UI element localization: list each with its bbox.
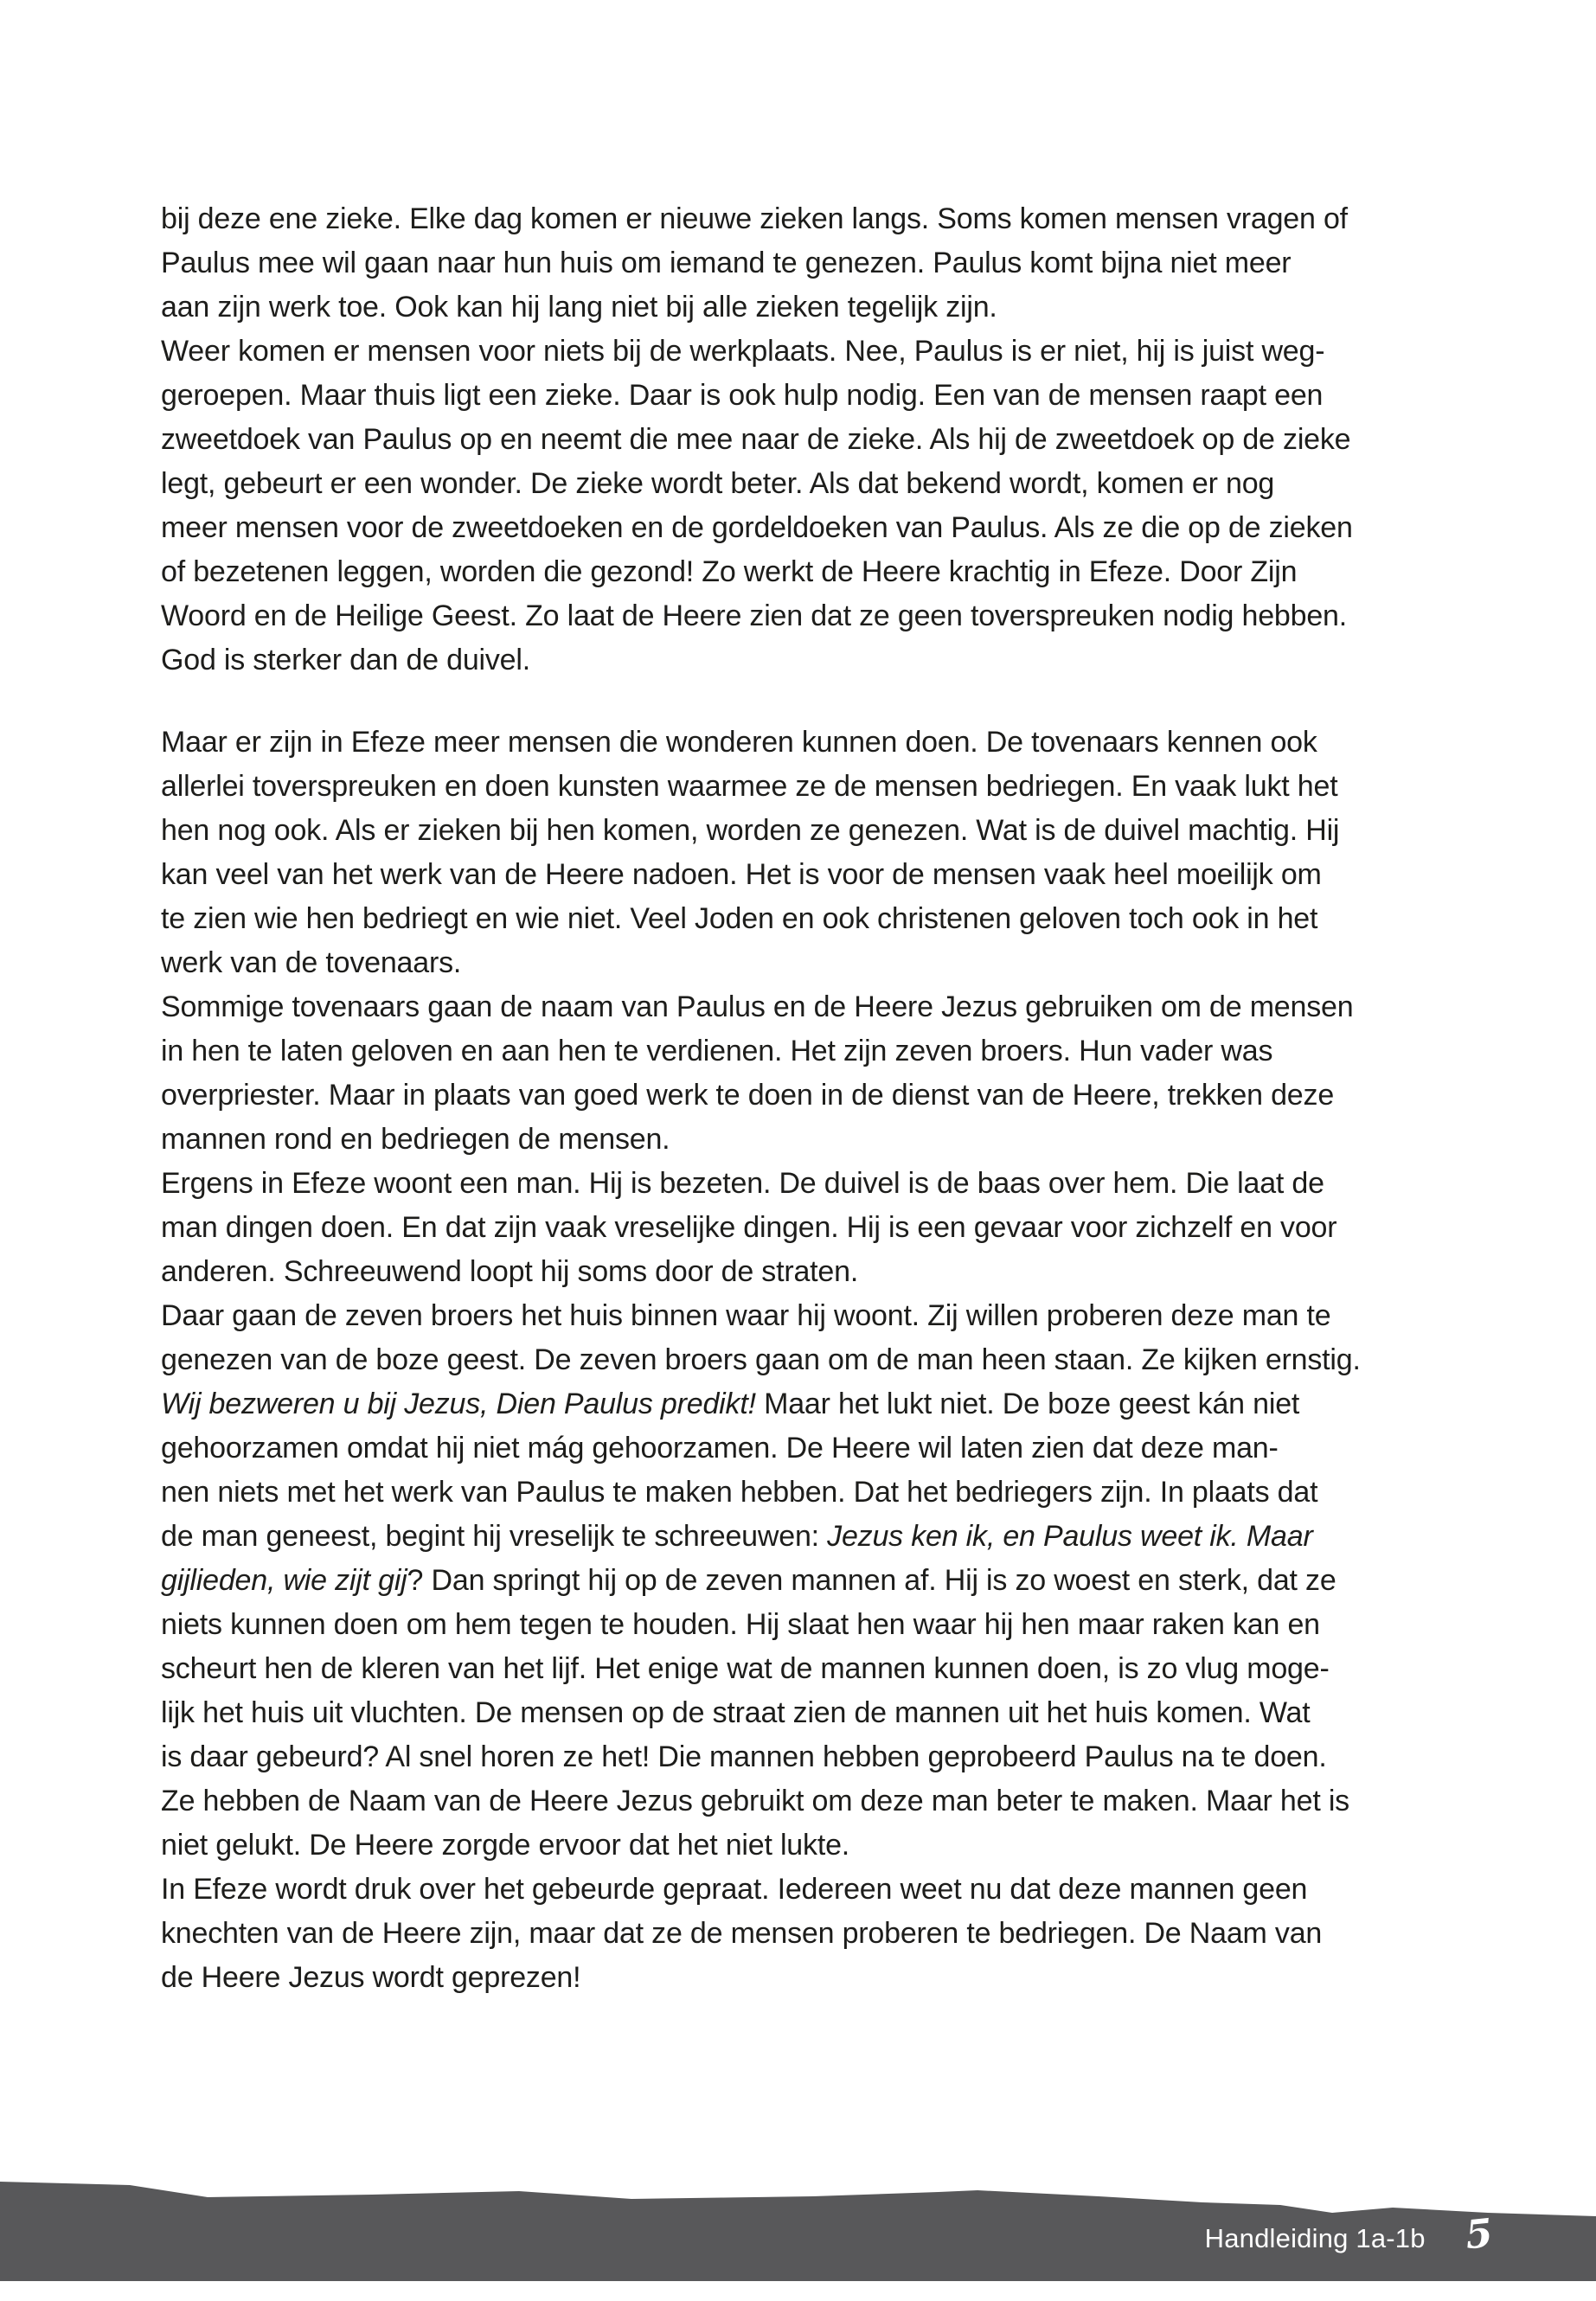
text-line: hen nog ook. Als er zieken bij hen komen, worden ze genezen. Wat is de duivel machtig. Hij: [161, 814, 1340, 847]
text-line: Sommige tovenaars gaan de naam van Paulus en de Heere Jezus gebruiken om de mensen: [161, 990, 1354, 1023]
text-line: Woord en de Heilige Geest. Zo laat de Heere zien dat ze geen toverspreuken nodig hebben.: [161, 599, 1348, 632]
text-line: Ergens in Efeze woont een man. Hij is bezeten. De duivel is de baas over hem. Die laat de: [161, 1167, 1324, 1200]
footer: [1204, 2209, 1495, 2259]
text-line: gehoorzamen omdat hij niet mág gehoorzamen. De Heere wil laten zien dat deze man-: [161, 1432, 1279, 1465]
text-line: anderen. Schreeuwend loopt hij soms door de straten.: [161, 1255, 859, 1288]
text-line: de man geneest, begint hij vreselijk te schreeuwen: Jezus ken ik, en Paulus weet ik. Maar: [161, 1520, 1313, 1553]
text-line: legt, gebeurt er een wonder. De zieke wordt beter. Als dat bekend wordt, komen er nog: [161, 467, 1275, 500]
text-line: niets kunnen doen om hem tegen te houden. Hij slaat hen waar hij hen maar raken kan en: [161, 1608, 1320, 1641]
paragraph-spacer: [161, 683, 1443, 721]
text-line: man dingen doen. En dat zijn vaak vreselijke dingen. Hij is een gevaar voor zichzelf en voor: [161, 1211, 1337, 1244]
text-line: Weer komen er mensen voor niets bij de werkplaats. Nee, Paulus is er niet, hij is juist weg-: [161, 335, 1325, 368]
text-line: zweetdoek van Paulus op en neemt die mee naar de zieke. Als hij de zweetdoek op de zieke: [161, 423, 1351, 456]
text-line: allerlei toverspreuken en doen kunsten waarmee ze de mensen bedriegen. En vaak lukt het: [161, 770, 1338, 803]
text-line: gijlieden, wie zijt gij? Dan springt hij op de zeven mannen af. Hij is zo woest en sterk, dat ze: [161, 1564, 1336, 1597]
text-line: knechten van de Heere zijn, maar dat ze de mensen proberen te bedriegen. De Naam van: [161, 1917, 1323, 1950]
text-line: In Efeze wordt druk over het gebeurde gepraat. Iedereen weet nu dat deze mannen geen: [161, 1873, 1308, 1906]
text-line: nen niets met het werk van Paulus te maken hebben. Dat het bedriegers zijn. In plaats dat: [161, 1476, 1318, 1509]
text-line: overpriester. Maar in plaats van goed werk te doen in de dienst van de Heere, trekken deze: [161, 1079, 1335, 1112]
text-column: [161, 197, 1443, 2000]
text-line: bij deze ene zieke. Elke dag komen er nieuwe zieken langs. Soms komen mensen vragen of: [161, 202, 1348, 235]
text-line: scheurt hen de kleren van het lijf. Het enige wat de mannen kunnen doen, is zo vlug moge-: [161, 1652, 1330, 1685]
text-line: de Heere Jezus wordt geprezen!: [161, 1961, 581, 1994]
text-line: te zien wie hen bedriegt en wie niet. Veel Joden en ook christenen geloven toch ook in het: [161, 902, 1318, 935]
text-line: Ze hebben de Naam van de Heere Jezus gebruikt om deze man beter te maken. Maar het is: [161, 1785, 1349, 1817]
text-line: Paulus mee wil gaan naar hun huis om iemand te genezen. Paulus komt bijna niet meer: [161, 247, 1292, 279]
text-line: is daar gebeurd? Al snel horen ze het! Die mannen hebben geprobeerd Paulus na te doen.: [161, 1740, 1327, 1773]
text-line: of bezetenen leggen, worden die gezond! Zo werkt de Heere krachtig in Efeze. Door Zijn: [161, 555, 1298, 588]
page-number: 5: [1463, 2209, 1495, 2259]
footer-label: Handleiding 1a-1b: [1204, 2223, 1426, 2253]
text-line: aan zijn werk toe. Ook kan hij lang niet bij alle zieken tegelijk zijn.: [161, 291, 997, 324]
text-line: in hen te laten geloven en aan hen te verdienen. Het zijn zeven broers. Hun vader was: [161, 1035, 1273, 1067]
text-line: niet gelukt. De Heere zorgde ervoor dat het niet lukte.: [161, 1829, 850, 1862]
text-line: geroepen. Maar thuis ligt een zieke. Daar is ook hulp nodig. Een van de mensen raapt een: [161, 379, 1324, 412]
text-line: werk van de tovenaars.: [161, 946, 462, 979]
text-line: God is sterker dan de duivel.: [161, 644, 530, 676]
text-line: meer mensen voor de zweetdoeken en de gordeldoeken van Paulus. Als ze die op de zieken: [161, 511, 1353, 544]
text-line: lijk het huis uit vluchten. De mensen op de straat zien de mannen uit het huis komen. Wat: [161, 1696, 1311, 1729]
text-line: kan veel van het werk van de Heere nadoen. Het is voor de mensen vaak heel moeilijk om: [161, 858, 1322, 891]
text-line: Wij bezweren u bij Jezus, Dien Paulus predikt! Maar het lukt niet. De boze geest kán niet: [161, 1388, 1300, 1420]
text-line: mannen rond en bedriegen de mensen.: [161, 1123, 670, 1156]
text-line: Daar gaan de zeven broers het huis binnen waar hij woont. Zij willen proberen deze man te: [161, 1299, 1331, 1332]
text-line: genezen van de boze geest. De zeven broers gaan om de man heen staan. Ze kijken ernstig.: [161, 1343, 1361, 1376]
text-line: Maar er zijn in Efeze meer mensen die wonderen kunnen doen. De tovenaars kennen ook: [161, 726, 1317, 759]
